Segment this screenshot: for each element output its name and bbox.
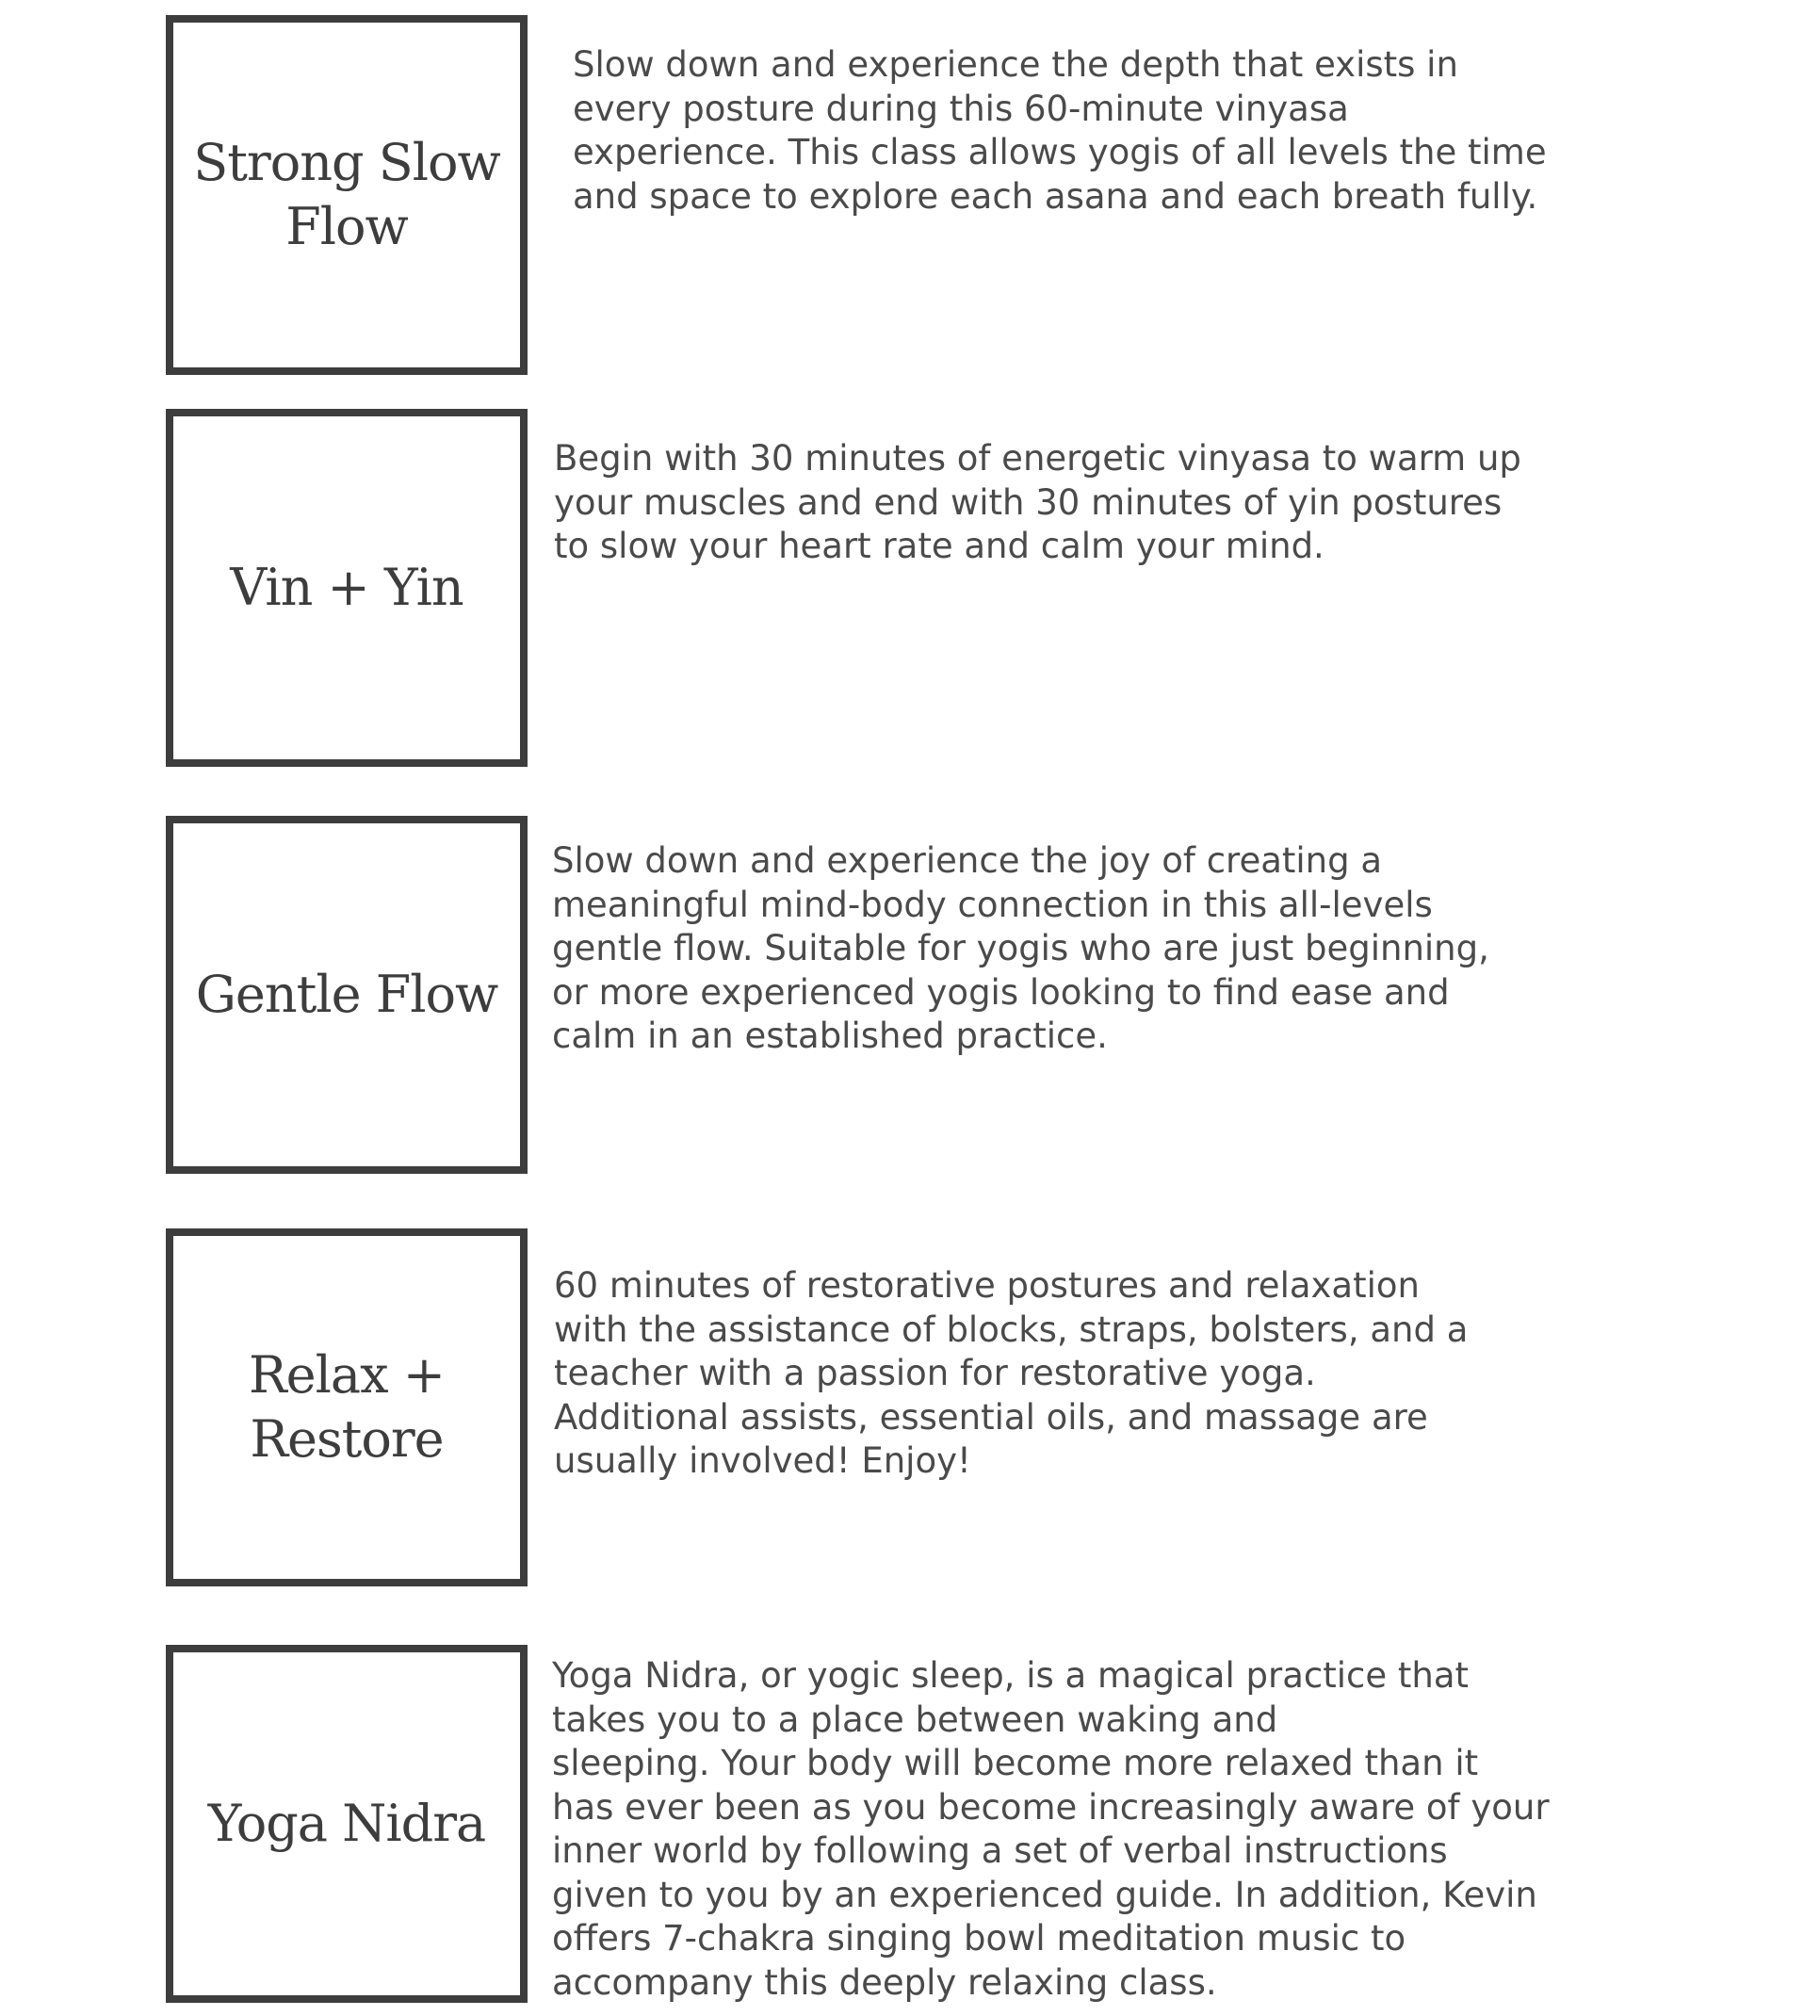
class-title-box xyxy=(166,15,528,375)
class-title: Vin + Yin xyxy=(230,558,463,617)
class-title: Yoga Nidra xyxy=(207,1794,486,1853)
class-description: Slow down and experience the joy of creating a meaningful mind-body connection in this all-levels gentle flow. Suitable for yogis who are just beginning, or more experienced yogis looking to find ease and calm in an established practice. xyxy=(552,840,1489,1056)
class-title: Relax + Restore xyxy=(249,1345,445,1469)
class-title: Gentle Flow xyxy=(195,965,498,1024)
class-description: Begin with 30 minutes of energetic vinyasa to warm up your muscles and end with 30 minutes of yin postures to slow your heart rate and calm your mind. xyxy=(554,438,1521,566)
class-title-box xyxy=(166,1228,528,1586)
class-description: Yoga Nidra, or yogic sleep, is a magical practice that takes you to a place between waking and sleeping. Your body will become more relaxed than it has ever been as you become increasingly aware of your inner world by following a set of verbal instructions given to you by an experienced guide. In addition, Kevin offers 7-chakra singing bowl meditation music to accompany this deeply relaxing class. xyxy=(552,1655,1550,2003)
class-title-box xyxy=(166,409,528,767)
class-title: Strong Slow Flow xyxy=(193,133,500,256)
class-description: Slow down and experience the depth that exists in every posture during this 60-minute vinyasa experience. This class allows yogis of all levels the time and space to explore each asana and each breath fully. xyxy=(573,44,1547,217)
class-title-box xyxy=(166,816,528,1174)
class-title-box xyxy=(166,1645,528,2003)
class-description: 60 minutes of restorative postures and relaxation with the assistance of blocks, straps, bolsters, and a teacher with a passion for restorative yoga. Additional assists, essential oils, and massage are usually involved! Enjoy! xyxy=(554,1265,1469,1481)
